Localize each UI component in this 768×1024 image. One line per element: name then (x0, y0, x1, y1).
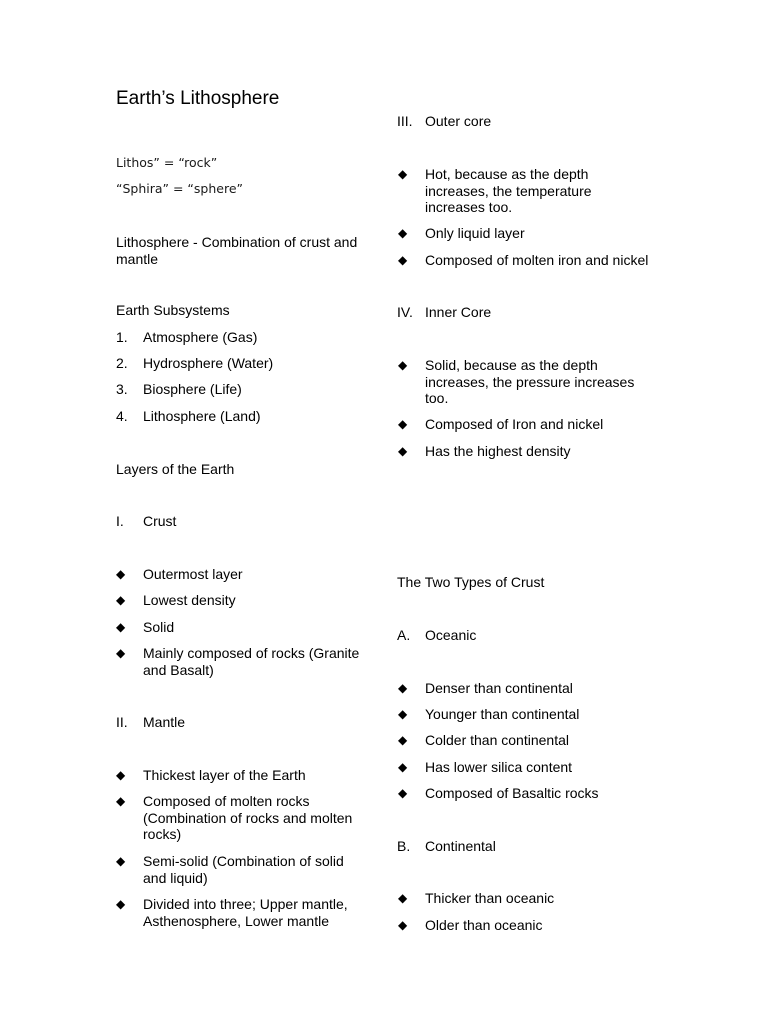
diamond-bullet-icon: ◆ (116, 567, 126, 581)
diamond-bullet-icon: ◆ (398, 444, 408, 458)
oceanic-bullet: Denser than continental (425, 680, 573, 696)
diamond-bullet-icon: ◆ (398, 891, 408, 905)
diamond-bullet-icon: ◆ (398, 733, 408, 747)
diamond-bullet-icon: ◆ (116, 768, 126, 782)
crust-type-oceanic: Oceanic (425, 627, 477, 643)
crust-bullet: Outermost layer (143, 566, 243, 582)
diamond-bullet-icon: ◆ (398, 760, 408, 774)
layer-name-mantle: Mantle (143, 714, 186, 730)
diamond-bullet-icon: ◆ (116, 620, 126, 634)
subsystem-number: 2. (116, 355, 128, 371)
layers-heading: Layers of the Earth (116, 461, 235, 477)
outer-core-bullet: Composed of molten iron and nickel (425, 252, 649, 268)
layer-number: IV. (397, 304, 413, 320)
crust-bullet: Lowest density (143, 592, 236, 608)
oceanic-bullet: Has lower silica content (425, 759, 573, 775)
inner-core-bullet: Composed of Iron and nickel (425, 416, 604, 432)
layer-name-crust: Crust (143, 513, 177, 529)
mantle-bullet: Semi-solid (Combination of solid and liquid) (143, 853, 344, 886)
etymology-lithos: Lithos” = “rock” (116, 155, 218, 170)
mantle-bullet: Divided into three; Upper mantle, Asthenosphere, Lower mantle (143, 896, 348, 929)
subsystem-item: Atmosphere (Gas) (143, 329, 258, 345)
crust-type-letter: A. (397, 627, 411, 643)
continental-bullet: Older than oceanic (425, 917, 543, 933)
etymology-sphira: “Sphira” = “sphere” (116, 181, 244, 196)
outer-core-bullet: Only liquid layer (425, 225, 525, 241)
subsystems-heading: Earth Subsystems (116, 302, 230, 318)
subsystem-number: 3. (116, 381, 128, 397)
diamond-bullet-icon: ◆ (116, 593, 126, 607)
layer-name-inner-core: Inner Core (425, 304, 492, 320)
mantle-bullet: Thickest layer of the Earth (143, 767, 306, 783)
crust-type-letter: B. (397, 838, 411, 854)
diamond-bullet-icon: ◆ (398, 786, 408, 800)
layer-number: II. (116, 714, 128, 730)
crust-types-heading: The Two Types of Crust (397, 574, 545, 590)
crust-bullet: Solid (143, 619, 175, 635)
subsystem-item: Lithosphere (Land) (143, 408, 261, 424)
diamond-bullet-icon: ◆ (398, 358, 408, 372)
diamond-bullet-icon: ◆ (398, 226, 408, 240)
diamond-bullet-icon: ◆ (398, 681, 408, 695)
diamond-bullet-icon: ◆ (398, 253, 408, 267)
layer-number: I. (116, 513, 124, 529)
diamond-bullet-icon: ◆ (398, 167, 408, 181)
diamond-bullet-icon: ◆ (398, 417, 408, 431)
outer-core-bullet: Hot, because as the depth increases, the temperature increases too. (425, 166, 592, 215)
inner-core-bullet: Has the highest density (425, 443, 571, 459)
subsystem-item: Hydrosphere (Water) (143, 355, 274, 371)
diamond-bullet-icon: ◆ (116, 794, 126, 808)
subsystem-number: 1. (116, 329, 128, 345)
layer-name-outer-core: Outer core (425, 113, 492, 129)
mantle-bullet: Composed of molten rocks (Combination of rocks and molten rocks) (143, 793, 353, 842)
crust-bullet: Mainly composed of rocks (Granite and Basalt) (143, 645, 360, 678)
oceanic-bullet: Composed of Basaltic rocks (425, 785, 599, 801)
diamond-bullet-icon: ◆ (116, 897, 126, 911)
continental-bullet: Thicker than oceanic (425, 890, 555, 906)
page-title: Earth’s Lithosphere (116, 88, 280, 109)
subsystem-number: 4. (116, 408, 128, 424)
lithosphere-definition: Lithosphere - Combination of crust and mantle (116, 234, 358, 267)
inner-core-bullet: Solid, because as the depth increases, the pressure increases too. (425, 357, 635, 406)
diamond-bullet-icon: ◆ (116, 854, 126, 868)
oceanic-bullet: Colder than continental (425, 732, 569, 748)
layer-number: III. (397, 113, 413, 129)
subsystem-item: Biosphere (Life) (143, 381, 242, 397)
diamond-bullet-icon: ◆ (398, 918, 408, 932)
crust-type-continental: Continental (425, 838, 496, 854)
diamond-bullet-icon: ◆ (398, 707, 408, 721)
oceanic-bullet: Younger than continental (425, 706, 580, 722)
diamond-bullet-icon: ◆ (116, 646, 126, 660)
